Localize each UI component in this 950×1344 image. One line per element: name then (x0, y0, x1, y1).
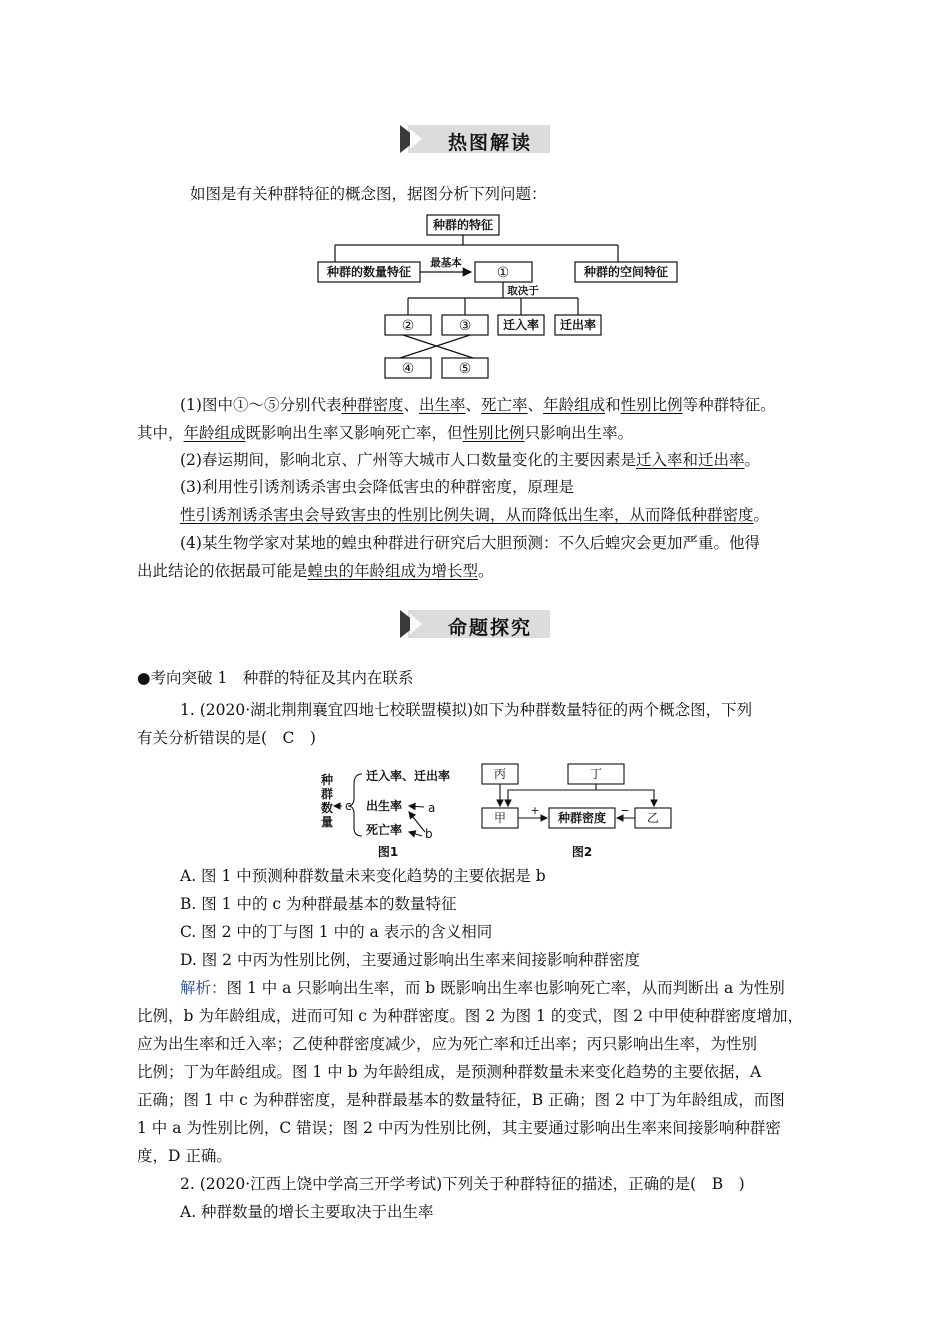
fig1-arrow-a-to-birth (409, 806, 424, 807)
label-circle-3: ③ (458, 318, 472, 334)
option-b: B. 图 1 中的 c 为种群最基本的数量特征 (180, 895, 457, 913)
fig2-label-minus: − (620, 804, 630, 817)
q1-sep4: 和 (605, 396, 621, 414)
fig2-label-density: 种群密度 (557, 811, 607, 825)
fig1-label-a: a (428, 801, 436, 815)
fig1-arrow-b-to-death (409, 832, 422, 836)
problem2-line1: 2. (2020·江西上饶中学高三开学考试)下列关于种群特征的描述，正确的是( B ) (180, 1175, 745, 1193)
fig1-caption: 图1 (377, 845, 399, 859)
q2-answer: 迁入率和迁出率 (635, 451, 745, 469)
fig2-label-jia: 甲 (493, 811, 507, 825)
option-d: D. 图 2 中丙为性别比例，主要通过影响出生率来间接影响种群密度 (180, 951, 640, 969)
problem1-line1: 1. (2020·湖北荆荆襄宜四地七校联盟模拟)如下为种群数量特征的两个概念图，下列 (180, 701, 753, 719)
intro-text: 如图是有关种群特征的概念图，据图分析下列问题： (190, 185, 547, 203)
fig1-label-c: c (345, 799, 352, 813)
figure-1-quantity-concept (312, 762, 472, 860)
label-most-basic: 最基本 (430, 257, 462, 269)
problem1-line2: 有关分析错误的是( C ) (137, 729, 316, 747)
analysis-line4: 比例；丁为年龄组成。图 1 中 b 为年龄组成，是预测种群数量未来变化趋势的主要依据，A (137, 1063, 762, 1081)
q1-text-a: (1)图中①～⑤分别代表 (180, 396, 342, 414)
q1-line1 (180, 395, 776, 415)
answer-death-rate: 死亡率 (481, 396, 528, 414)
banner-arrow-inner-icon (410, 129, 422, 149)
q1-line2 (137, 423, 633, 443)
q1-sep1: 、 (403, 396, 419, 414)
fig1-v1: 种 (321, 773, 334, 787)
q1-text-c: 其中， (137, 424, 184, 442)
fig2-label-ding: 丁 (589, 767, 603, 781)
option-c: C. 图 2 中的丁与图 1 中的 a 表示的含义相同 (180, 923, 493, 941)
label-quantity: 种群的数量特征 (326, 265, 412, 279)
q3-text-b: 。 (753, 506, 770, 524)
q3-line1: (3)利用性引诱剂诱杀害虫会降低害虫的种群密度，原理是 (180, 478, 574, 496)
answer-age-structure-2: 年龄组成 (183, 424, 246, 442)
label-immigration: 迁入率 (502, 318, 540, 332)
fig2-label-bing: 丙 (493, 767, 507, 781)
section-banner-hot-figure (400, 125, 550, 153)
q1-text-b: 等种群特征。 (682, 396, 776, 414)
section-title: 命题探究 (447, 617, 532, 639)
q1-text-d: 既影响出生率又影响死亡率，但 (245, 424, 463, 442)
label-circle-2: ② (401, 318, 415, 334)
q4-line1: (4)某生物学家对某地的蝗虫种群进行研究后大胆预测：不久后蝗灾会更加严重。他得 (180, 534, 760, 552)
q3-answer: 性引诱剂诱杀害虫会导致害虫的性别比例失调，从而降低出生率，从而降低种群密度 (180, 506, 754, 524)
q3-line2 (180, 505, 769, 525)
concept-diagram-population-features (310, 210, 690, 382)
analysis-line3: 应为出生率和迁入率；乙使种群密度减少，应为死亡率和迁出率；丙只影响出生率，为性别 (137, 1035, 758, 1053)
section-title: 热图解读 (447, 132, 532, 154)
analysis-label: 解析： (180, 979, 227, 997)
kx-heading: ●考向突破 1 种群的特征及其内在联系 (137, 669, 414, 687)
analysis-line5: 正确；图 1 中 c 为种群密度，是种群最基本的数量特征，B 正确；图 2 中丁为年龄组成，而图 (137, 1091, 785, 1109)
label-root: 种群的特征 (432, 218, 494, 232)
fig1-label-birth: 出生率 (366, 799, 403, 813)
q2-line (180, 450, 760, 470)
answer-sex-ratio-2: 性别比例 (462, 424, 525, 442)
option-a: A. 图 1 中预测种群数量未来变化趋势的主要依据是 b (180, 867, 546, 885)
label-space: 种群的空间特征 (583, 265, 669, 279)
fig1-v4: 量 (321, 815, 334, 829)
analysis-line2: 比例，b 为年龄组成，进而可知 c 为种群密度。图 2 为图 1 的变式，图 2 中甲使种群密度增加， (137, 1007, 804, 1025)
q4-text-c: 。 (478, 562, 494, 580)
q1-sep2: 、 (465, 396, 482, 414)
fig2-label-plus: + (530, 804, 540, 817)
label-circle-5: ⑤ (458, 361, 472, 377)
problem2-option-a: A. 种群数量的增长主要取决于出生率 (180, 1203, 434, 1221)
fig1-v3: 数 (321, 801, 334, 815)
q4-line2 (137, 561, 494, 581)
section-banner-exploration (400, 610, 550, 638)
q4-answer: 蝗虫的年龄组成为增长型 (307, 562, 479, 580)
q2-text-a: (2)春运期间，影响北京、广州等大城市人口数量变化的主要因素是 (180, 451, 636, 469)
answer-density: 种群密度 (341, 396, 404, 414)
analysis-line7: 度，D 正确。 (137, 1147, 232, 1165)
figure-2-density-concept (478, 762, 678, 860)
q1-text-e: 只影响出生率。 (524, 424, 634, 442)
q4-text-b: 出此结论的依据最可能是 (137, 562, 308, 580)
fig2-caption: 图2 (571, 845, 593, 859)
answer-birth-rate: 出生率 (419, 396, 466, 414)
label-circle-4: ④ (401, 361, 415, 377)
answer-age-structure: 年龄组成 (543, 396, 606, 414)
q1-sep3: 、 (527, 396, 544, 414)
label-circle-1: ① (496, 265, 510, 281)
q2-text-b: 。 (744, 451, 760, 469)
label-emigration: 迁出率 (559, 318, 597, 332)
answer-sex-ratio: 性别比例 (620, 396, 683, 414)
analysis-line6: 1 中 a 为性别比例，C 错误；图 2 中丙为性别比例，其主要通过影响出生率来间接影响种群密 (137, 1119, 781, 1137)
fig1-label-migration: 迁入率、迁出率 (366, 769, 451, 783)
banner-arrow-inner-icon (410, 614, 422, 634)
fig1-arrow-b-to-birth (409, 812, 425, 832)
fig1-v2: 群 (321, 787, 334, 801)
fig2-arrow-ding-to-jia (508, 784, 596, 806)
analysis-text-1: 图 1 中 a 只影响出生率，而 b 既影响出生率也影响死亡率，从而判断出 a 为性别 (226, 979, 785, 997)
analysis-line1 (180, 978, 785, 998)
fig1-label-b: b (425, 827, 433, 841)
fig1-label-death: 死亡率 (366, 823, 403, 837)
fig2-label-yi: 乙 (646, 811, 660, 825)
label-depends-on: 取决于 (507, 285, 539, 297)
